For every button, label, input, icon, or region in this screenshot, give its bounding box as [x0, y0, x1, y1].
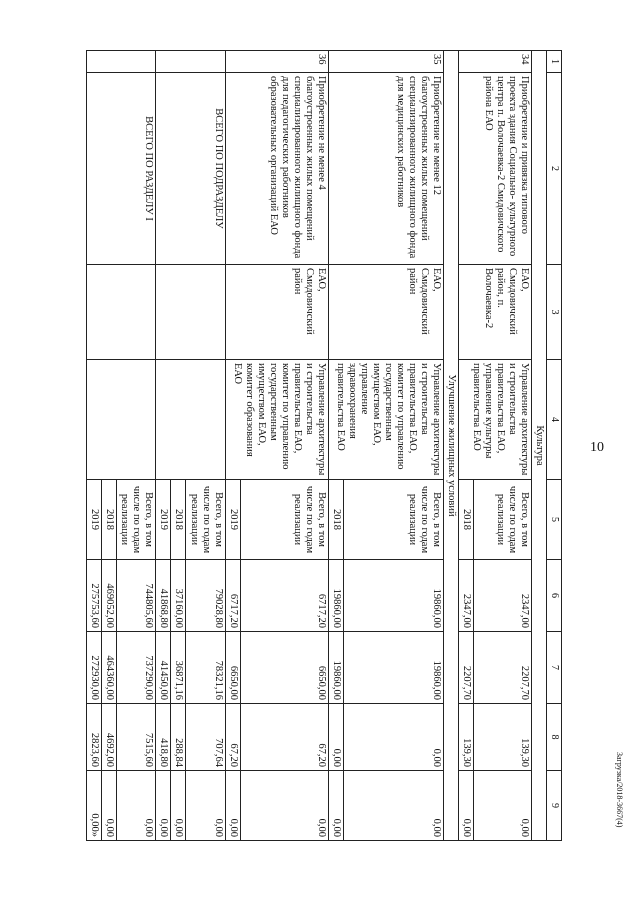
col-header: 5 — [547, 480, 562, 560]
value-total: 469052,00 — [101, 560, 116, 632]
value-other: 0,00 — [344, 771, 444, 841]
project-name: Приобретение и привязка типового проекта здания Социально- культурного центра п. Волочаевка-2 Смидовичского района ЕАО — [459, 73, 532, 265]
value-regional: 418,80 — [156, 704, 171, 771]
rotated-table-container — [85, 50, 562, 840]
footer-text: Загрузка/2018-3667(4) — [615, 752, 624, 828]
period-total: Всего, в том числе по годам реализации — [241, 480, 329, 560]
value-federal: 2207,70 — [474, 632, 532, 704]
value-regional: 2823,60 — [86, 704, 101, 771]
empty-cell — [86, 51, 155, 73]
page-number: 10 — [590, 440, 604, 455]
project-executor: Управление архитектуры и строительства правительства ЕАО, комитет по управлению государственным имуществом ЕАО, управление здравоохранения правительства ЕАО — [329, 360, 444, 480]
value-total: 19860,00 — [344, 560, 444, 632]
value-total: 79028,80 — [186, 560, 226, 632]
subtotal-row — [186, 51, 226, 841]
value-total: 6717,20 — [241, 560, 329, 632]
period-year: 2019 — [226, 480, 241, 560]
value-regional: 4692,00 — [101, 704, 116, 771]
project-name: Приобретение не менее 4 благоустроенных жилых помещений специализированного жилищного фонда для педагогических работников образовательных организаций ЕАО — [226, 73, 329, 265]
value-federal: 78321,16 — [186, 632, 226, 704]
value-other: 0,00» — [86, 771, 101, 841]
value-total: 2347,00 — [474, 560, 532, 632]
value-other: 0,00 — [241, 771, 329, 841]
column-number-row — [547, 51, 562, 841]
project-executor: Управление архитектуры и строительства правительства ЕАО, управление культуры правительства ЕАО — [459, 360, 532, 480]
col-header: 2 — [547, 73, 562, 265]
value-regional: 67,20 — [226, 704, 241, 771]
value-total: 37160,00 — [171, 560, 186, 632]
value-other: 0,00 — [156, 771, 171, 841]
project-place: ЕАО, Смидовичский район, п. Волочаевка-2 — [459, 265, 532, 360]
period-year: 2018 — [101, 480, 116, 560]
value-federal: 6650,00 — [241, 632, 329, 704]
value-total: 41868,80 — [156, 560, 171, 632]
value-federal: 464360,00 — [101, 632, 116, 704]
period-year: 2019 — [156, 480, 171, 560]
value-other: 0,00 — [226, 771, 241, 841]
value-federal: 19860,00 — [329, 632, 344, 704]
value-other: 0,00 — [474, 771, 532, 841]
value-regional: 707,64 — [186, 704, 226, 771]
empty-cell — [156, 51, 226, 73]
value-total: 2347,00 — [459, 560, 474, 632]
project-executor: Управление архитектуры и строительства правительства ЕАО, комитет по управлению государственным имуществом ЕАО, комитет образования ЕАО — [226, 360, 329, 480]
row-number: 36 — [226, 51, 329, 73]
col-header: 9 — [547, 771, 562, 841]
value-regional: 0,00 — [344, 704, 444, 771]
value-total: 19860,00 — [329, 560, 344, 632]
col-header: 4 — [547, 360, 562, 480]
value-regional: 67,20 — [241, 704, 329, 771]
value-other: 0,00 — [186, 771, 226, 841]
empty-cell — [156, 265, 226, 360]
empty-cell — [86, 360, 155, 480]
col-header: 1 — [547, 51, 562, 73]
period-total: Всего, в том числе по годам реализации — [344, 480, 444, 560]
section-row-housing — [444, 51, 459, 841]
subtotal-label: ВСЕГО ПО ПОДРАЗДЕЛУ — [156, 73, 226, 265]
value-federal: 19860,00 — [344, 632, 444, 704]
value-regional: 139,30 — [474, 704, 532, 771]
value-federal: 737290,00 — [116, 632, 155, 704]
section-title: Культура — [532, 51, 547, 841]
project-place: ЕАО, Смидовичский район — [226, 265, 329, 360]
row-number: 34 — [459, 51, 532, 73]
period-total: Всего, в том числе по годам реализации — [474, 480, 532, 560]
value-federal: 36871,16 — [171, 632, 186, 704]
col-header: 8 — [547, 704, 562, 771]
value-regional: 7515,60 — [116, 704, 155, 771]
value-regional: 0,00 — [329, 704, 344, 771]
value-federal: 2207,70 — [459, 632, 474, 704]
col-header: 6 — [547, 560, 562, 632]
section-row-culture — [532, 51, 547, 841]
period-year: 2018 — [459, 480, 474, 560]
value-federal: 41450,00 — [156, 632, 171, 704]
value-federal: 6650,00 — [226, 632, 241, 704]
value-regional: 139,30 — [459, 704, 474, 771]
total-label: ВСЕГО ПО РАЗДЕЛУ I — [86, 73, 155, 265]
value-other: 0,00 — [459, 771, 474, 841]
empty-cell — [86, 265, 155, 360]
value-total: 744805,60 — [116, 560, 155, 632]
value-total: 6717,20 — [226, 560, 241, 632]
empty-cell — [156, 360, 226, 480]
value-other: 0,00 — [116, 771, 155, 841]
value-other: 0,00 — [171, 771, 186, 841]
period-year: 2019 — [86, 480, 101, 560]
total-row — [116, 51, 155, 841]
col-header: 7 — [547, 632, 562, 704]
program-table — [86, 50, 562, 841]
value-federal: 272930,00 — [86, 632, 101, 704]
project-name: Приобретение не менее 12 благоустроенных жилых помещений специализированного жилищного фонда для медицинских работников — [329, 73, 444, 265]
period-total: Всего, в том числе по годам реализации — [116, 480, 155, 560]
value-other: 0,00 — [329, 771, 344, 841]
table-row-35 — [344, 51, 444, 841]
period-year: 2018 — [171, 480, 186, 560]
table-row-36 — [241, 51, 329, 841]
value-other: 0,00 — [101, 771, 116, 841]
value-total: 275753,60 — [86, 560, 101, 632]
section-title: Улучшение жилищных условий — [444, 51, 459, 841]
col-header: 3 — [547, 265, 562, 360]
table-row-34 — [474, 51, 532, 841]
value-regional: 288,84 — [171, 704, 186, 771]
period-total: Всего, в том числе по годам реализации — [186, 480, 226, 560]
period-year: 2018 — [329, 480, 344, 560]
row-number: 35 — [329, 51, 444, 73]
project-place: ЕАО, Смидовичский район — [329, 265, 444, 360]
